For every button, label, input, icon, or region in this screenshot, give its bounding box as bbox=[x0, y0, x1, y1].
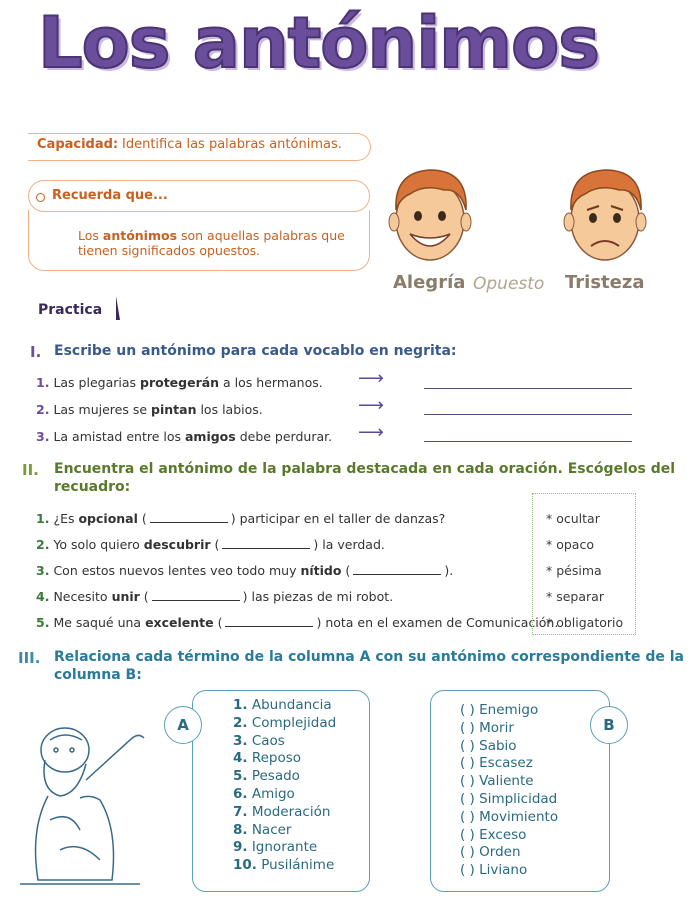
arrow-right-icon: ⟶ bbox=[358, 368, 384, 389]
column-b-item[interactable]: ( ) Morir bbox=[460, 719, 514, 736]
face-label-opuesto: Opuesto bbox=[473, 274, 545, 294]
answer-line-2[interactable] bbox=[424, 414, 632, 415]
blank-field[interactable] bbox=[225, 626, 313, 627]
word-bank-item: * ocultar bbox=[546, 511, 600, 526]
column-a-item: 7. Moderación bbox=[233, 803, 331, 820]
column-a-item: 10. Pusilánime bbox=[233, 857, 335, 874]
capacidad-text: Identifica las palabras antónimas. bbox=[122, 137, 342, 152]
exercise-2-2: 2. Yo solo quiero descubrir ( ) la verdad. bbox=[36, 537, 385, 552]
column-a-item: 6. Amigo bbox=[233, 785, 295, 802]
answer-line-3[interactable] bbox=[424, 441, 632, 442]
recuerda-label: Recuerda que... bbox=[52, 188, 168, 203]
sad-face-icon bbox=[555, 158, 655, 270]
column-a-item: 2. Complejidad bbox=[233, 714, 337, 731]
section-2-number: II. bbox=[22, 461, 39, 479]
column-b-list bbox=[460, 702, 558, 880]
section-2-title-line2: recuadro: bbox=[54, 479, 131, 495]
column-a-item: 9. Ignorante bbox=[233, 839, 318, 856]
happy-face-icon bbox=[380, 158, 480, 270]
blank-field[interactable] bbox=[152, 600, 240, 601]
column-a-item: 1. Abundancia bbox=[233, 697, 332, 713]
word-bank-item: * pésima bbox=[546, 563, 602, 578]
section-1-number: I. bbox=[30, 343, 42, 361]
blank-field[interactable] bbox=[353, 574, 441, 575]
column-b-item[interactable]: ( ) Escasez bbox=[460, 755, 533, 772]
column-b-item[interactable]: ( ) Exceso bbox=[460, 826, 527, 843]
exercise-2-5: 5. Me saqué una excelente ( ) nota en el examen de Comunicación. bbox=[36, 615, 559, 630]
column-a-badge: A bbox=[164, 706, 202, 744]
column-b-item[interactable]: ( ) Liviano bbox=[460, 862, 528, 879]
column-a-list bbox=[233, 697, 336, 875]
capacidad-label: Capacidad: bbox=[37, 137, 119, 152]
column-b-item[interactable]: ( ) Valiente bbox=[460, 773, 534, 790]
word-bank-item: * separar bbox=[546, 589, 604, 604]
definition-text: Los antónimos son aquellas palabras que tienen significados opuestos. bbox=[78, 228, 345, 258]
column-b-item[interactable]: ( ) Enemigo bbox=[460, 702, 539, 718]
bullet-circle-icon bbox=[36, 193, 45, 202]
column-b-item[interactable]: ( ) Orden bbox=[460, 844, 521, 861]
exercise-2-1: 1. ¿Es opcional ( ) participar en el taller de danzas? bbox=[36, 511, 446, 526]
arrow-right-icon: ⟶ bbox=[358, 395, 384, 416]
column-b-item[interactable]: ( ) Simplicidad bbox=[460, 790, 558, 807]
column-b-item[interactable]: ( ) Sabio bbox=[460, 737, 517, 754]
blank-field[interactable] bbox=[150, 522, 228, 523]
section-1-title: Escribe un antónimo para cada vocablo en negrita: bbox=[54, 343, 457, 359]
face-label-tristeza: Tristeza bbox=[565, 272, 645, 293]
face-label-alegria: Alegría bbox=[393, 272, 466, 293]
exercise-2-4: 4. Necesito unir ( ) las piezas de mi robot. bbox=[36, 589, 394, 604]
practica-marker bbox=[116, 296, 120, 320]
arrow-right-icon: ⟶ bbox=[358, 422, 384, 443]
exercise-1-2: 2. Las mujeres se pintan los labios. bbox=[36, 402, 263, 417]
word-bank-item: * opaco bbox=[546, 537, 594, 552]
column-a-item: 8. Nacer bbox=[233, 821, 292, 838]
column-a-item: 3. Caos bbox=[233, 732, 285, 749]
practica-heading: Practica bbox=[38, 302, 103, 318]
exercise-1-3: 3. La amistad entre los amigos debe perdurar. bbox=[36, 429, 333, 444]
column-a-item: 4. Reposo bbox=[233, 750, 302, 767]
philosopher-illustration bbox=[20, 710, 150, 890]
word-bank-item: * obligatorio bbox=[546, 615, 624, 630]
blank-field[interactable] bbox=[222, 548, 310, 549]
section-3-title-line1: Relaciona cada término de la columna A con su antónimo correspondiente de la bbox=[54, 649, 684, 665]
exercise-2-3: 3. Con estos nuevos lentes veo todo muy nítido ( ). bbox=[36, 563, 454, 578]
exercise-1-1: 1. Las plegarias protegerán a los hermanos. bbox=[36, 375, 323, 390]
section-3-number: III. bbox=[18, 649, 41, 667]
section-2-title-line1: Encuentra el antónimo de la palabra destacada en cada oración. Escógelos del bbox=[54, 461, 676, 477]
section-3-title-line2: columna B: bbox=[54, 667, 142, 683]
answer-line-1[interactable] bbox=[424, 388, 632, 389]
page-title: Los antónimos bbox=[38, 2, 599, 84]
column-b-badge: B bbox=[590, 706, 628, 744]
column-b-item[interactable]: ( ) Movimiento bbox=[460, 808, 559, 825]
column-a-item: 5. Pesado bbox=[233, 768, 300, 785]
